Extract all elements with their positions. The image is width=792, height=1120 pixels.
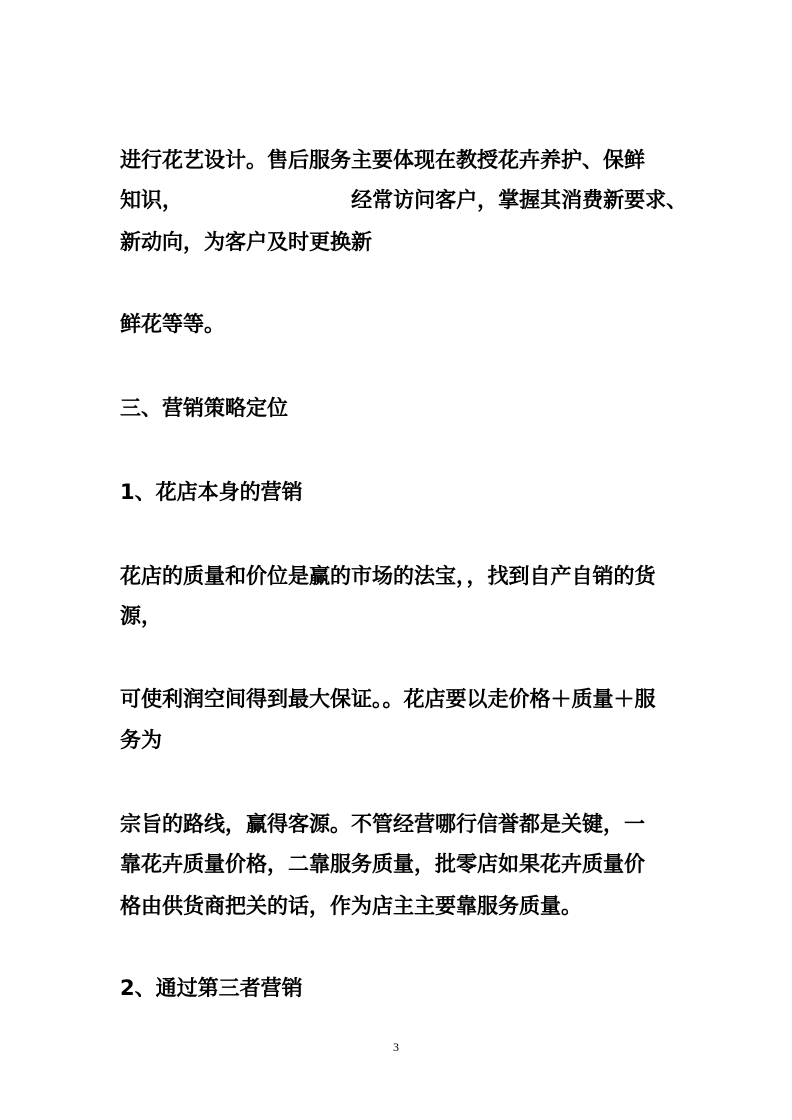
body-text-line: 新动向，为客户及时更换新 [120, 230, 372, 254]
body-text-line: 进行花艺设计。售后服务主要体现在教授花卉养护、保鲜 [120, 148, 645, 172]
body-text-line: 靠花卉质量价格，二靠服务质量，批零店如果花卉质量价 [120, 852, 645, 876]
body-text-line: 鲜花等等。 [120, 312, 225, 336]
body-text-line: 可使利润空间得到最大保证。。花店要以走价格＋质量＋服 [120, 687, 656, 711]
section-heading: 三、营销策略定位 [120, 396, 288, 420]
body-text-line: 源， [120, 604, 162, 628]
page-number: 3 [393, 1040, 399, 1054]
body-text-line: 格由供货商把关的话，作为店主主要靠服务质量。 [120, 894, 582, 918]
body-text-line: 宗旨的路线，赢得客源。不管经营哪行信誉都是关键，一 [120, 812, 645, 836]
body-text-line: 务为 [120, 728, 162, 752]
subsection-heading: 2、通过第三者营销 [120, 976, 303, 1000]
body-text-line: 知识， 经常访问客户，掌握其消费新要求、 [120, 188, 688, 212]
body-text-line: 花店的质量和价位是赢的市场的法宝，，找到自产自销的货 [120, 564, 656, 588]
subsection-heading: 1、花店本身的营销 [120, 480, 303, 504]
